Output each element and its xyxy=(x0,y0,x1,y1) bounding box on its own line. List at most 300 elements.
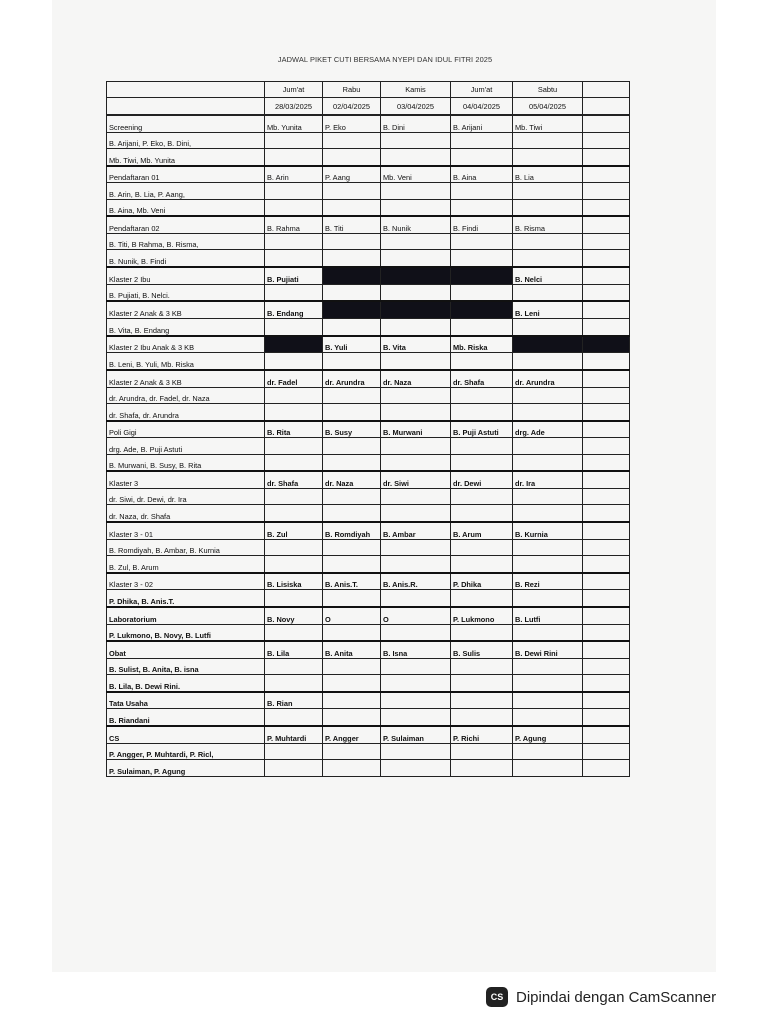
schedule-cell xyxy=(381,284,451,301)
schedule-cell xyxy=(513,149,583,166)
redacted-cell xyxy=(381,267,451,284)
row-label: B. Zul, B. Arum xyxy=(107,555,265,572)
schedule-cell xyxy=(513,454,583,471)
empty-cell xyxy=(583,336,630,353)
schedule-cell: B. Findi xyxy=(451,216,513,233)
row-label: P. Dhika, B. Anis.T. xyxy=(107,590,265,607)
schedule-cell: B. Lila xyxy=(265,641,323,658)
row-label: Laboratorium xyxy=(107,607,265,624)
empty-cell xyxy=(583,624,630,641)
schedule-cell: B. Arin xyxy=(265,166,323,183)
schedule-cell xyxy=(323,284,381,301)
row-label: dr. Shafa, dr. Arundra xyxy=(107,403,265,420)
schedule-cell: B. Rahma xyxy=(265,216,323,233)
schedule-cell: B. Endang xyxy=(265,301,323,318)
schedule-cell xyxy=(513,233,583,249)
schedule-cell xyxy=(451,318,513,335)
schedule-cell: B. Isna xyxy=(381,641,451,658)
row-label: Screening xyxy=(107,116,265,132)
row-label: B. Arin, B. Lia, P. Aang, xyxy=(107,183,265,199)
schedule-cell xyxy=(513,505,583,522)
schedule-cell: B. Lisiska xyxy=(265,573,323,590)
schedule-cell xyxy=(451,387,513,403)
schedule-cell xyxy=(265,318,323,335)
redacted-cell xyxy=(513,336,583,353)
table-row xyxy=(107,421,630,438)
empty-cell xyxy=(583,505,630,522)
camscanner-logo-icon: CS xyxy=(486,987,508,1007)
empty-cell xyxy=(583,692,630,709)
schedule-cell xyxy=(323,250,381,267)
schedule-cell: P. Aang xyxy=(323,166,381,183)
schedule-cell xyxy=(513,539,583,555)
schedule-cell xyxy=(451,284,513,301)
redacted-cell xyxy=(451,267,513,284)
schedule-cell xyxy=(323,353,381,370)
header-blank xyxy=(583,82,630,98)
header-day: Kamis xyxy=(381,82,451,98)
schedule-cell xyxy=(513,403,583,420)
schedule-cell: dr. Naza xyxy=(323,471,381,488)
schedule-table xyxy=(106,81,630,777)
schedule-cell xyxy=(451,403,513,420)
schedule-cell xyxy=(451,590,513,607)
header-day: Sabtu xyxy=(513,82,583,98)
table-row xyxy=(107,132,630,148)
schedule-cell xyxy=(265,438,323,454)
schedule-cell xyxy=(323,760,381,777)
table-row xyxy=(107,624,630,641)
schedule-cell xyxy=(451,132,513,148)
empty-cell xyxy=(583,233,630,249)
schedule-cell: dr. Fadel xyxy=(265,370,323,387)
schedule-cell xyxy=(381,658,451,674)
empty-cell xyxy=(583,555,630,572)
schedule-cell xyxy=(323,555,381,572)
table-row xyxy=(107,692,630,709)
schedule-cell xyxy=(265,149,323,166)
empty-cell xyxy=(583,250,630,267)
table-row xyxy=(107,760,630,777)
schedule-cell xyxy=(265,760,323,777)
schedule-cell: B. Risma xyxy=(513,216,583,233)
table-row xyxy=(107,675,630,692)
schedule-cell xyxy=(451,199,513,216)
schedule-cell: B. Leni xyxy=(513,301,583,318)
schedule-cell xyxy=(381,624,451,641)
schedule-cell xyxy=(381,760,451,777)
schedule-cell xyxy=(323,488,381,504)
schedule-cell xyxy=(381,555,451,572)
empty-cell xyxy=(583,403,630,420)
schedule-cell xyxy=(265,199,323,216)
schedule-cell: B. Rian xyxy=(265,692,323,709)
table-row xyxy=(107,216,630,233)
table-row xyxy=(107,658,630,674)
schedule-cell xyxy=(323,624,381,641)
schedule-cell xyxy=(451,438,513,454)
row-label: Klaster 2 Ibu xyxy=(107,267,265,284)
schedule-cell xyxy=(323,675,381,692)
schedule-cell xyxy=(323,709,381,726)
empty-cell xyxy=(583,370,630,387)
empty-cell xyxy=(583,590,630,607)
header-date: 03/04/2025 xyxy=(381,98,451,114)
schedule-cell xyxy=(381,183,451,199)
schedule-cell xyxy=(513,555,583,572)
row-label: B. Sulist, B. Anita, B. isna xyxy=(107,658,265,674)
camscanner-label: Dipindai dengan CamScanner xyxy=(516,988,717,1006)
header-date: 28/03/2025 xyxy=(265,98,323,114)
table-row xyxy=(107,318,630,335)
schedule-cell xyxy=(265,743,323,759)
schedule-cell xyxy=(451,505,513,522)
schedule-cell: drg. Ade xyxy=(513,421,583,438)
schedule-cell xyxy=(265,403,323,420)
header-day: Jum'at xyxy=(451,82,513,98)
empty-cell xyxy=(583,387,630,403)
schedule-cell xyxy=(513,183,583,199)
header-day: Rabu xyxy=(323,82,381,98)
schedule-cell: B. Murwani xyxy=(381,421,451,438)
schedule-cell xyxy=(323,233,381,249)
table-row xyxy=(107,539,630,555)
empty-cell xyxy=(583,199,630,216)
schedule-cell xyxy=(451,624,513,641)
schedule-cell xyxy=(381,250,451,267)
schedule-cell xyxy=(265,250,323,267)
row-label: P. Sulaiman, P. Agung xyxy=(107,760,265,777)
header-blank xyxy=(107,82,265,98)
row-label: P. Angger, P. Muhtardi, P. Ricl, xyxy=(107,743,265,759)
schedule-cell xyxy=(513,284,583,301)
schedule-cell xyxy=(323,149,381,166)
table-row xyxy=(107,233,630,249)
empty-cell xyxy=(583,573,630,590)
row-label: Klaster 2 Anak & 3 KB xyxy=(107,301,265,318)
row-label: Obat xyxy=(107,641,265,658)
row-label: B. Nunik, B. Findi xyxy=(107,250,265,267)
schedule-cell xyxy=(513,709,583,726)
schedule-cell xyxy=(265,505,323,522)
schedule-cell xyxy=(513,250,583,267)
schedule-cell xyxy=(451,454,513,471)
row-label: B. Pujiati, B. Nelci. xyxy=(107,284,265,301)
row-label: B. Romdiyah, B. Ambar, B. Kurnia xyxy=(107,539,265,555)
schedule-cell xyxy=(381,233,451,249)
schedule-cell: B. Novy xyxy=(265,607,323,624)
schedule-cell xyxy=(451,539,513,555)
schedule-cell: B. Susy xyxy=(323,421,381,438)
redacted-cell xyxy=(451,301,513,318)
empty-cell xyxy=(583,132,630,148)
schedule-cell xyxy=(451,675,513,692)
table-row xyxy=(107,726,630,743)
row-label: Klaster 2 Anak & 3 KB xyxy=(107,370,265,387)
empty-cell xyxy=(583,216,630,233)
schedule-cell: O xyxy=(323,607,381,624)
schedule-cell: B. Puji Astuti xyxy=(451,421,513,438)
schedule-cell xyxy=(381,539,451,555)
schedule-cell xyxy=(265,539,323,555)
redacted-cell xyxy=(323,301,381,318)
schedule-cell xyxy=(323,454,381,471)
schedule-cell xyxy=(451,743,513,759)
schedule-cell xyxy=(451,658,513,674)
empty-cell xyxy=(583,116,630,132)
schedule-cell xyxy=(323,539,381,555)
schedule-cell xyxy=(323,505,381,522)
empty-cell xyxy=(583,183,630,199)
schedule-cell: B. Rezi xyxy=(513,573,583,590)
row-label: B. Aina, Mb. Veni xyxy=(107,199,265,216)
table-row xyxy=(107,267,630,284)
schedule-cell xyxy=(323,743,381,759)
schedule-cell xyxy=(381,743,451,759)
row-label: B. Murwani, B. Susy, B. Rita xyxy=(107,454,265,471)
schedule-cell: B. Dini xyxy=(381,116,451,132)
table-row xyxy=(107,353,630,370)
empty-cell xyxy=(583,301,630,318)
table-row xyxy=(107,149,630,166)
row-label: dr. Siwi, dr. Dewi, dr. Ira xyxy=(107,488,265,504)
schedule-cell xyxy=(265,183,323,199)
schedule-cell: B. Anita xyxy=(323,641,381,658)
table-row xyxy=(107,250,630,267)
schedule-cell: B. Dewi Rini xyxy=(513,641,583,658)
row-label: B. Arijani, P. Eko, B. Dini, xyxy=(107,132,265,148)
schedule-cell: P. Richi xyxy=(451,726,513,743)
schedule-cell: dr. Ira xyxy=(513,471,583,488)
schedule-cell xyxy=(513,488,583,504)
schedule-cell xyxy=(381,199,451,216)
schedule-cell xyxy=(265,454,323,471)
schedule-cell xyxy=(381,709,451,726)
row-label: P. Lukmono, B. Novy, B. Lutfi xyxy=(107,624,265,641)
schedule-cell xyxy=(265,387,323,403)
empty-cell xyxy=(583,454,630,471)
table-row xyxy=(107,183,630,199)
schedule-cell xyxy=(323,438,381,454)
empty-cell xyxy=(583,726,630,743)
schedule-cell xyxy=(323,318,381,335)
schedule-cell: B. Titi xyxy=(323,216,381,233)
empty-cell xyxy=(583,318,630,335)
schedule-cell xyxy=(513,318,583,335)
schedule-cell: B. Nunik xyxy=(381,216,451,233)
table-row xyxy=(107,438,630,454)
table-row xyxy=(107,590,630,607)
schedule-cell xyxy=(513,353,583,370)
schedule-cell: B. Ambar xyxy=(381,522,451,539)
empty-cell xyxy=(583,267,630,284)
schedule-cell xyxy=(323,183,381,199)
schedule-cell xyxy=(513,624,583,641)
row-label: Klaster 2 Ibu Anak & 3 KB xyxy=(107,336,265,353)
table-row xyxy=(107,471,630,488)
header-date: 04/04/2025 xyxy=(451,98,513,114)
schedule-cell: B. Zul xyxy=(265,522,323,539)
empty-cell xyxy=(583,353,630,370)
empty-cell xyxy=(583,760,630,777)
schedule-cell: P. Dhika xyxy=(451,573,513,590)
schedule-cell xyxy=(323,692,381,709)
schedule-cell: B. Arijani xyxy=(451,116,513,132)
header-row-date xyxy=(107,98,630,114)
table-row xyxy=(107,505,630,522)
schedule-cell: B. Yuli xyxy=(323,336,381,353)
row-label: dr. Arundra, dr. Fadel, dr. Naza xyxy=(107,387,265,403)
empty-cell xyxy=(583,166,630,183)
schedule-cell: Mb. Tiwi xyxy=(513,116,583,132)
schedule-cell xyxy=(265,284,323,301)
table-row xyxy=(107,199,630,216)
schedule-cell xyxy=(323,590,381,607)
table-row xyxy=(107,522,630,539)
schedule-cell: B. Anis.T. xyxy=(323,573,381,590)
schedule-cell xyxy=(265,675,323,692)
row-label: B. Leni, B. Yuli, Mb. Riska xyxy=(107,353,265,370)
schedule-cell: dr. Arundra xyxy=(513,370,583,387)
schedule-cell xyxy=(451,149,513,166)
schedule-cell xyxy=(513,760,583,777)
schedule-cell xyxy=(381,505,451,522)
schedule-cell xyxy=(265,590,323,607)
row-label: Pendaftaran 01 xyxy=(107,166,265,183)
schedule-cell xyxy=(381,353,451,370)
schedule-cell: B. Nelci xyxy=(513,267,583,284)
empty-cell xyxy=(583,743,630,759)
table-row xyxy=(107,336,630,353)
row-label: dr. Naza, dr. Shafa xyxy=(107,505,265,522)
empty-cell xyxy=(583,675,630,692)
table-row xyxy=(107,166,630,183)
schedule-cell: Mb. Veni xyxy=(381,166,451,183)
schedule-cell: Mb. Riska xyxy=(451,336,513,353)
table-row xyxy=(107,387,630,403)
schedule-cell xyxy=(265,555,323,572)
schedule-cell xyxy=(323,199,381,216)
empty-cell xyxy=(583,539,630,555)
schedule-cell xyxy=(513,692,583,709)
header-blank xyxy=(583,98,630,114)
schedule-cell xyxy=(265,353,323,370)
schedule-cell xyxy=(513,387,583,403)
schedule-cell: P. Lukmono xyxy=(451,607,513,624)
schedule-cell: dr. Arundra xyxy=(323,370,381,387)
row-label: Tata Usaha xyxy=(107,692,265,709)
schedule-cell xyxy=(323,387,381,403)
header-row-day xyxy=(107,82,630,98)
schedule-cell: B. Rita xyxy=(265,421,323,438)
schedule-cell: B. Lia xyxy=(513,166,583,183)
schedule-cell: B. Vita xyxy=(381,336,451,353)
table-row xyxy=(107,116,630,132)
schedule-cell xyxy=(381,675,451,692)
table-row xyxy=(107,403,630,420)
row-label: Poli Gigi xyxy=(107,421,265,438)
schedule-cell xyxy=(513,132,583,148)
schedule-cell xyxy=(451,760,513,777)
schedule-cell xyxy=(451,709,513,726)
empty-cell xyxy=(583,149,630,166)
schedule-cell xyxy=(265,488,323,504)
schedule-cell: P. Angger xyxy=(323,726,381,743)
schedule-cell xyxy=(265,624,323,641)
empty-cell xyxy=(583,607,630,624)
table-row xyxy=(107,607,630,624)
redacted-cell xyxy=(323,267,381,284)
schedule-cell: B. Sulis xyxy=(451,641,513,658)
table-row xyxy=(107,284,630,301)
schedule-cell xyxy=(381,149,451,166)
schedule-cell xyxy=(381,590,451,607)
schedule-cell: P. Sulaiman xyxy=(381,726,451,743)
schedule-cell xyxy=(381,132,451,148)
table-row xyxy=(107,709,630,726)
schedule-cell: dr. Shafa xyxy=(265,471,323,488)
row-label: Klaster 3 - 02 xyxy=(107,573,265,590)
row-label: B. Titi, B Rahma, B. Risma, xyxy=(107,233,265,249)
schedule-cell xyxy=(381,403,451,420)
schedule-cell: dr. Dewi xyxy=(451,471,513,488)
schedule-cell: P. Eko xyxy=(323,116,381,132)
schedule-cell xyxy=(381,488,451,504)
table-row xyxy=(107,301,630,318)
schedule-cell xyxy=(451,233,513,249)
table-row xyxy=(107,573,630,590)
schedule-cell xyxy=(323,403,381,420)
schedule-cell: B. Lutfi xyxy=(513,607,583,624)
row-label: Pendaftaran 02 xyxy=(107,216,265,233)
schedule-cell: P. Agung xyxy=(513,726,583,743)
schedule-cell xyxy=(451,250,513,267)
schedule-cell xyxy=(381,387,451,403)
row-label: Mb. Tiwi, Mb. Yunita xyxy=(107,149,265,166)
schedule-cell: Mb. Yunita xyxy=(265,116,323,132)
empty-cell xyxy=(583,641,630,658)
empty-cell xyxy=(583,471,630,488)
schedule-cell: B. Romdiyah xyxy=(323,522,381,539)
row-label: B. Riandani xyxy=(107,709,265,726)
redacted-cell xyxy=(265,336,323,353)
header-blank xyxy=(107,98,265,114)
schedule-cell xyxy=(513,658,583,674)
schedule-cell xyxy=(265,709,323,726)
schedule-cell xyxy=(265,658,323,674)
empty-cell xyxy=(583,522,630,539)
empty-cell xyxy=(583,658,630,674)
redacted-cell xyxy=(381,301,451,318)
empty-cell xyxy=(583,488,630,504)
row-label: B. Vita, B. Endang xyxy=(107,318,265,335)
table-row xyxy=(107,488,630,504)
schedule-cell xyxy=(513,438,583,454)
schedule-cell xyxy=(451,183,513,199)
schedule-cell xyxy=(451,692,513,709)
schedule-cell xyxy=(513,199,583,216)
schedule-cell: B. Anis.R. xyxy=(381,573,451,590)
schedule-cell xyxy=(323,132,381,148)
schedule-cell: O xyxy=(381,607,451,624)
header-day: Jum'at xyxy=(265,82,323,98)
table-row xyxy=(107,370,630,387)
schedule-cell xyxy=(381,692,451,709)
empty-cell xyxy=(583,421,630,438)
row-label: Klaster 3 xyxy=(107,471,265,488)
schedule-cell: dr. Siwi xyxy=(381,471,451,488)
table-row xyxy=(107,454,630,471)
